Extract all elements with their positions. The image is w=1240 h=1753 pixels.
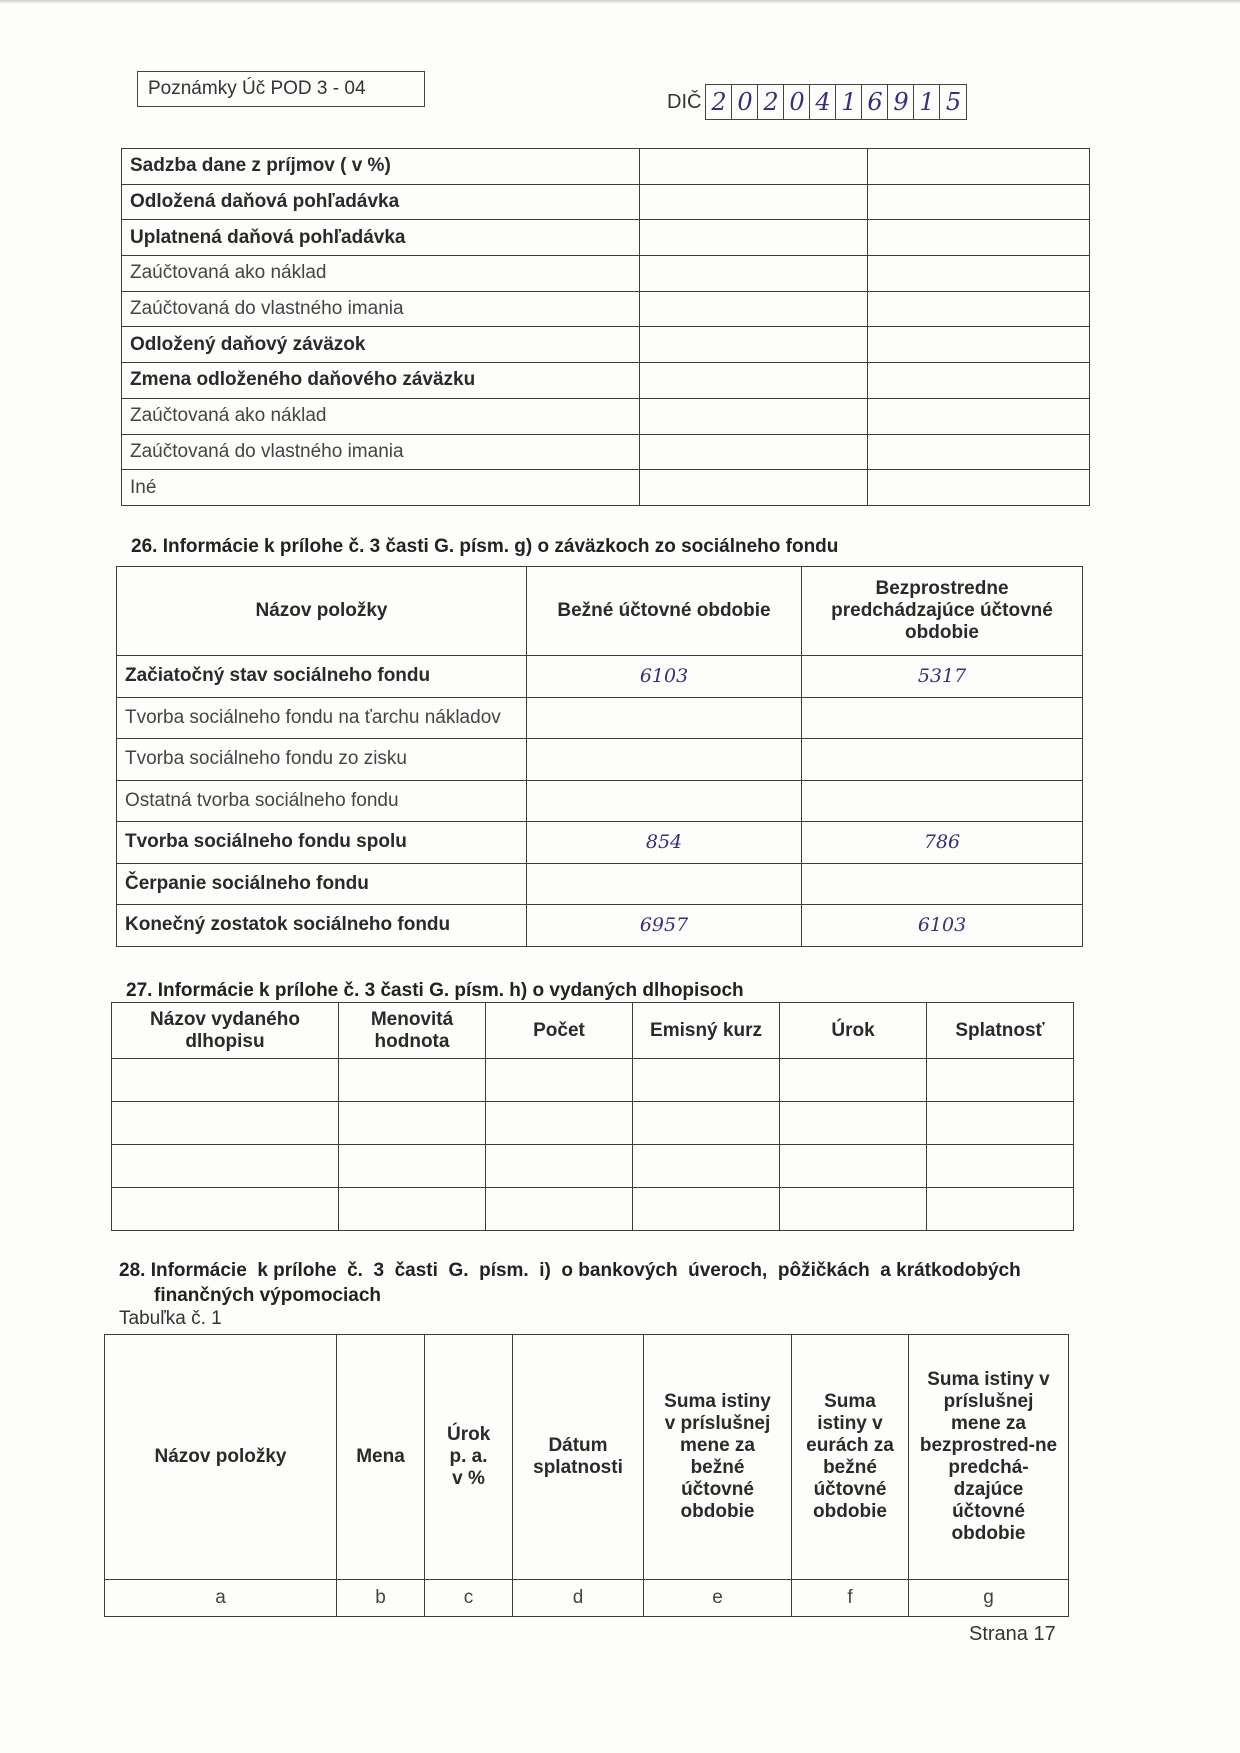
- scan-edge: [0, 0, 1240, 4]
- value-cell[interactable]: [640, 363, 868, 399]
- table-row: [122, 398, 1090, 434]
- table-row: [117, 822, 1083, 864]
- row-label: Tvorba sociálneho fondu spolu: [117, 822, 527, 864]
- value-cell[interactable]: [868, 470, 1090, 506]
- header-maturity-date: Dátum splatnosti: [513, 1335, 644, 1580]
- column-letter: d: [513, 1580, 644, 1617]
- column-letter: c: [425, 1580, 513, 1617]
- row-label: Uplatnená daňová pohľadávka: [122, 220, 640, 256]
- value-cell[interactable]: [640, 256, 868, 292]
- table-row: [117, 656, 1083, 698]
- column-letter: f: [792, 1580, 909, 1617]
- table-cell[interactable]: [486, 1145, 633, 1188]
- table-cell[interactable]: [112, 1188, 339, 1231]
- value-cell[interactable]: [868, 434, 1090, 470]
- value-cell[interactable]: [868, 398, 1090, 434]
- current-period-value[interactable]: [527, 697, 802, 739]
- table-cell[interactable]: [112, 1145, 339, 1188]
- header-principal-local-previous: Suma istiny v príslušnej mene za bezprostred-ne predchá-dzajúce účtovné obdobie: [909, 1335, 1069, 1580]
- section-27-title: 27. Informácie k prílohe č. 3 časti G. písm. h) o vydaných dlhopisoch: [126, 980, 744, 1001]
- section-26-title: 26. Informácie k prílohe č. 3 časti G. písm. g) o záväzkoch zo sociálneho fondu: [131, 536, 839, 557]
- bonds-table: [111, 1002, 1074, 1231]
- table-cell[interactable]: [927, 1188, 1074, 1231]
- row-label: Zaúčtovaná do vlastného imania: [122, 291, 640, 327]
- table-cell[interactable]: [339, 1188, 486, 1231]
- header-item-name: Názov položky: [117, 567, 527, 656]
- table-cell[interactable]: [339, 1145, 486, 1188]
- table-cell[interactable]: [339, 1059, 486, 1102]
- row-label: Začiatočný stav sociálneho fondu: [117, 656, 527, 698]
- header-previous-period: Bezprostredne predchádzajúce účtovné obdobie: [802, 567, 1083, 656]
- row-label: Zmena odloženého daňového záväzku: [122, 363, 640, 399]
- header-current-period: Bežné účtovné obdobie: [527, 567, 802, 656]
- value-cell[interactable]: [640, 470, 868, 506]
- social-fund-table: [116, 566, 1083, 947]
- table-cell[interactable]: [780, 1059, 927, 1102]
- previous-period-value[interactable]: 6103: [802, 905, 1083, 947]
- value-cell[interactable]: [868, 184, 1090, 220]
- table-row: [122, 149, 1090, 185]
- dic-digit: 9: [888, 85, 914, 119]
- current-period-value[interactable]: 6957: [527, 905, 802, 947]
- value-cell[interactable]: [640, 184, 868, 220]
- row-label: Tvorba sociálneho fondu zo zisku: [117, 739, 527, 781]
- row-label: Čerpanie sociálneho fondu: [117, 863, 527, 905]
- header-item-name: Názov položky: [105, 1335, 337, 1580]
- header-bond-name: Názov vydaného dlhopisu: [112, 1003, 339, 1059]
- table-cell[interactable]: [633, 1102, 780, 1145]
- dic-digit: 0: [732, 85, 758, 119]
- table-cell[interactable]: [486, 1188, 633, 1231]
- table-cell[interactable]: [486, 1059, 633, 1102]
- row-label: Tvorba sociálneho fondu na ťarchu nákladov: [117, 697, 527, 739]
- table-row: [122, 434, 1090, 470]
- table-row: [122, 327, 1090, 363]
- previous-period-value[interactable]: [802, 697, 1083, 739]
- table-row: [112, 1188, 1074, 1231]
- table-row: [122, 363, 1090, 399]
- table-row: [122, 256, 1090, 292]
- value-cell[interactable]: [868, 220, 1090, 256]
- row-label: Odložený daňový záväzok: [122, 327, 640, 363]
- table-row: [117, 863, 1083, 905]
- value-cell[interactable]: [868, 363, 1090, 399]
- table-cell[interactable]: [780, 1145, 927, 1188]
- table-row: [117, 905, 1083, 947]
- value-cell[interactable]: [640, 434, 868, 470]
- column-letter: a: [105, 1580, 337, 1617]
- value-cell[interactable]: [868, 327, 1090, 363]
- column-letter: g: [909, 1580, 1069, 1617]
- row-label: Iné: [122, 470, 640, 506]
- value-cell[interactable]: [640, 291, 868, 327]
- bank-loans-table: [104, 1334, 1069, 1617]
- value-cell[interactable]: [640, 220, 868, 256]
- dic-digit: 1: [836, 85, 862, 119]
- page-number: Strana 17: [969, 1623, 1056, 1645]
- current-period-value[interactable]: 854: [527, 822, 802, 864]
- table-cell[interactable]: [633, 1059, 780, 1102]
- table-cell[interactable]: [339, 1102, 486, 1145]
- table-row: [122, 470, 1090, 506]
- form-code-box: Poznámky Úč POD 3 - 04: [137, 71, 425, 107]
- table-cell[interactable]: [633, 1188, 780, 1231]
- table-row: [112, 1102, 1074, 1145]
- table-cell[interactable]: [112, 1102, 339, 1145]
- header-interest-rate: Úrok p. a. v %: [425, 1335, 513, 1580]
- dic-digit: 4: [810, 85, 836, 119]
- previous-period-value[interactable]: [802, 739, 1083, 781]
- row-label: Odložená daňová pohľadávka: [122, 184, 640, 220]
- row-label: Ostatná tvorba sociálneho fondu: [117, 780, 527, 822]
- table-row: [117, 739, 1083, 781]
- value-cell[interactable]: [868, 149, 1090, 185]
- table-row: [122, 220, 1090, 256]
- previous-period-value[interactable]: 786: [802, 822, 1083, 864]
- value-cell[interactable]: [640, 149, 868, 185]
- table-cell[interactable]: [927, 1059, 1074, 1102]
- previous-period-value[interactable]: [802, 780, 1083, 822]
- table-cell[interactable]: [927, 1102, 1074, 1145]
- table-cell[interactable]: [780, 1102, 927, 1145]
- header-principal-eur-current: Suma istiny v eurách za bežné účtovné obdobie: [792, 1335, 909, 1580]
- dic-field: [667, 84, 967, 120]
- dic-digit: 6: [862, 85, 888, 119]
- header-maturity: Splatnosť: [927, 1003, 1074, 1059]
- table-row: [117, 697, 1083, 739]
- table-cell[interactable]: [780, 1188, 927, 1231]
- dic-digit: 2: [706, 85, 732, 119]
- section-28-title: 28. Informácie k prílohe č. 3 časti G. písm. i) o bankových úveroch, pôžičkách a krátkodobých: [119, 1260, 1021, 1281]
- dic-digit: 1: [914, 85, 940, 119]
- table-row: [112, 1059, 1074, 1102]
- table-cell[interactable]: [486, 1102, 633, 1145]
- header-currency: Mena: [337, 1335, 425, 1580]
- header-issue-rate: Emisný kurz: [633, 1003, 780, 1059]
- current-period-value[interactable]: [527, 780, 802, 822]
- table-cell[interactable]: [927, 1145, 1074, 1188]
- row-label: Zaúčtovaná ako náklad: [122, 398, 640, 434]
- value-cell[interactable]: [868, 291, 1090, 327]
- row-label: Zaúčtovaná ako náklad: [122, 256, 640, 292]
- dic-label: DIČ: [667, 90, 702, 113]
- header-count: Počet: [486, 1003, 633, 1059]
- dic-digit-boxes: [705, 84, 967, 120]
- deferred-tax-table: [121, 148, 1090, 506]
- table-row: [117, 780, 1083, 822]
- current-period-value[interactable]: [527, 863, 802, 905]
- value-cell[interactable]: [640, 398, 868, 434]
- current-period-value[interactable]: 6103: [527, 656, 802, 698]
- header-principal-local-current: Suma istiny v príslušnej mene za bežné účtovné obdobie: [644, 1335, 792, 1580]
- table-row: [122, 184, 1090, 220]
- dic-digit: 5: [945, 88, 962, 116]
- column-letter: b: [337, 1580, 425, 1617]
- row-label: Sadzba dane z príjmov ( v %): [122, 149, 640, 185]
- header-interest: Úrok: [780, 1003, 927, 1059]
- table-row: [112, 1145, 1074, 1188]
- section-28-title-cont: finančných výpomociach: [154, 1285, 382, 1306]
- header-nominal-value: Menovitá hodnota: [339, 1003, 486, 1059]
- table-label: Tabuľka č. 1: [119, 1308, 222, 1329]
- previous-period-value[interactable]: [802, 863, 1083, 905]
- row-label: Zaúčtovaná do vlastného imania: [122, 434, 640, 470]
- table-row: [122, 291, 1090, 327]
- column-letter: e: [644, 1580, 792, 1617]
- dic-digit: 2: [758, 85, 784, 119]
- table-cell[interactable]: [112, 1059, 339, 1102]
- previous-period-value[interactable]: 5317: [802, 656, 1083, 698]
- table-cell[interactable]: [633, 1145, 780, 1188]
- value-cell[interactable]: [640, 327, 868, 363]
- row-label: Konečný zostatok sociálneho fondu: [117, 905, 527, 947]
- value-cell[interactable]: [868, 256, 1090, 292]
- dic-digit: 0: [784, 85, 810, 119]
- current-period-value[interactable]: [527, 739, 802, 781]
